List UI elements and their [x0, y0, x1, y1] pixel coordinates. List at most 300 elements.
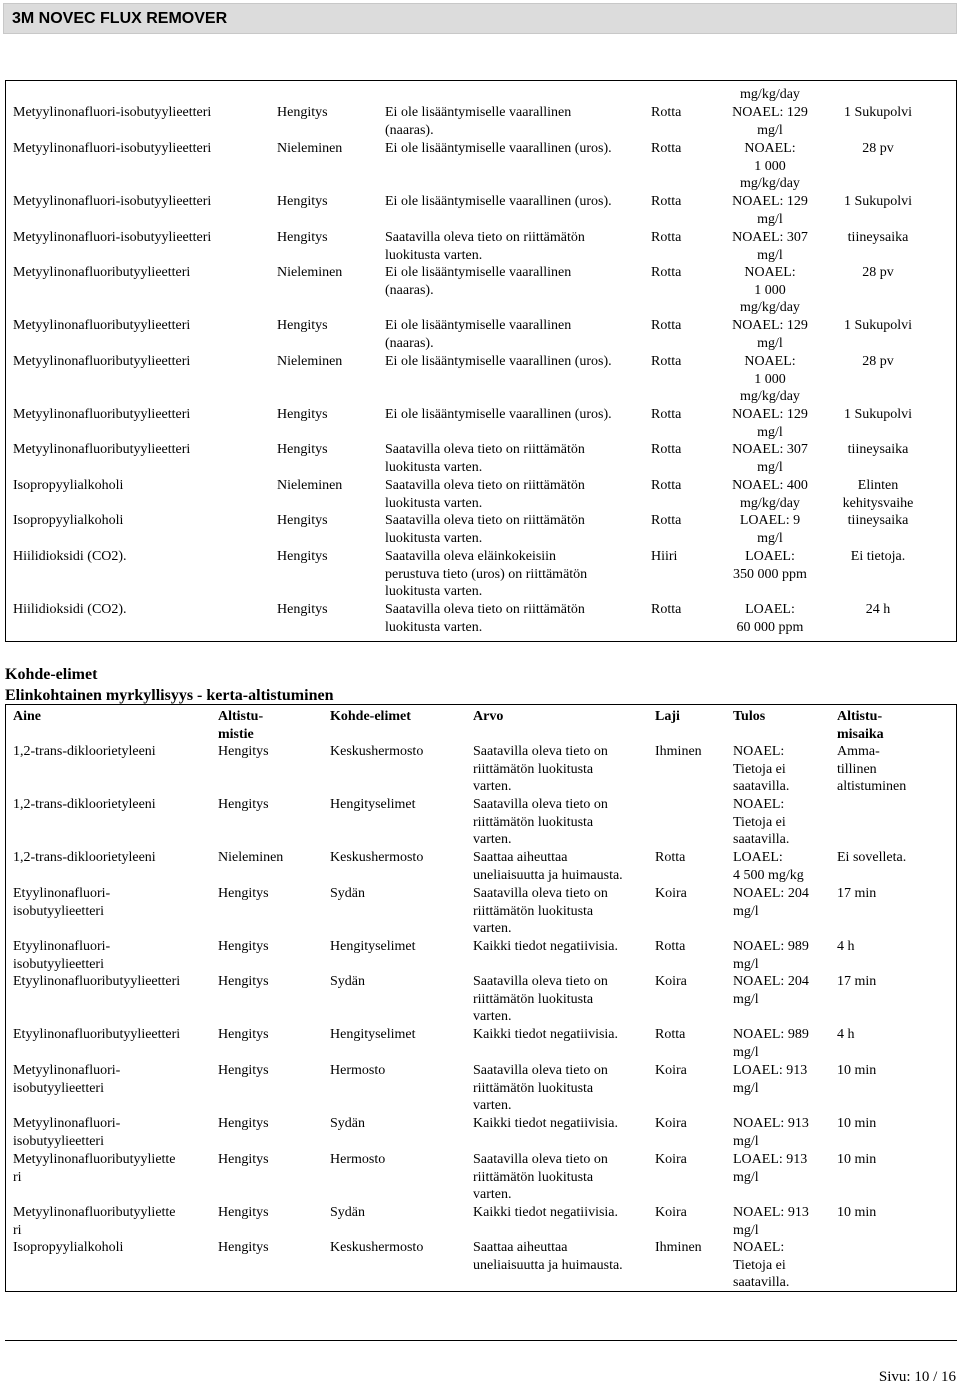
- result-cell: [720, 601, 820, 636]
- route-cell: Hengitys: [218, 886, 269, 901]
- result-cell-line: NOAEL: 913: [733, 1205, 809, 1220]
- duration-cell: [837, 938, 855, 956]
- result-cell-line: mg/l: [733, 903, 759, 919]
- route-cell: Hengitys: [218, 1152, 269, 1167]
- result-cell-line: saatavilla.: [733, 1275, 790, 1290]
- result-cell-line: NOAEL:: [733, 797, 785, 812]
- result-cell-line: Tietoja ei: [733, 761, 786, 777]
- value-cell-line: varten.: [473, 1009, 512, 1024]
- result-cell-line: mg/l: [757, 459, 783, 475]
- duration-cell-line: 28 pv: [862, 141, 894, 156]
- value-cell-line: Saatavilla oleva tieto on: [473, 1063, 608, 1078]
- value-cell-line: varten.: [473, 1098, 512, 1113]
- substance-cell: Metyylinonafluori-isobutyylieetteri: [13, 141, 212, 156]
- document-title: 3M NOVEC FLUX REMOVER: [12, 10, 228, 27]
- endpoint-cell-line: Ei ole lisääntymiselle vaarallinen: [385, 265, 572, 280]
- route-cell: Hengitys: [277, 602, 328, 617]
- result-cell-line: LOAEL:: [745, 602, 795, 617]
- duration-cell-line: 17 min: [837, 974, 877, 989]
- substance-cell: Metyylinonafluori-isobutyylieetteri: [13, 230, 212, 245]
- value-cell: [473, 1239, 623, 1274]
- species-cell: Rotta: [651, 478, 682, 493]
- result-cell: [733, 885, 809, 920]
- value-cell-line: riittämätön luokitusta: [473, 814, 594, 830]
- endpoint-cell: [385, 264, 571, 299]
- route-cell: Hengitys: [218, 1027, 269, 1042]
- target-organ-cell: Sydän: [330, 1116, 365, 1131]
- value-cell-line: riittämätön luokitusta: [473, 1080, 594, 1096]
- route-cell: Hengitys: [277, 549, 328, 564]
- result-cell-line: NOAEL:: [733, 1240, 785, 1255]
- substance-cell-line: Isopropyylialkoholi: [13, 1240, 124, 1255]
- result-cell-line: NOAEL: 129: [732, 105, 808, 120]
- value-cell-line: Kaikki tiedot negatiivisia.: [473, 1205, 619, 1220]
- header-duration-line: misaika: [837, 726, 884, 742]
- substance-cell-line: ri: [13, 1222, 22, 1238]
- duration-cell-line: Elinten: [857, 478, 899, 493]
- result-cell-line: mg/l: [757, 122, 783, 138]
- duration-cell: [834, 193, 922, 211]
- substance-cell-line: 1,2-trans-dikloorietyleeni: [13, 850, 156, 865]
- substance-cell: [13, 796, 156, 814]
- duration-cell: [834, 406, 922, 424]
- result-cell-line: LOAEL:: [733, 850, 783, 865]
- species-cell: Rotta: [651, 318, 682, 333]
- endpoint-cell-line: Ei ole lisääntymiselle vaarallinen (uros).: [385, 407, 612, 422]
- substance-cell: [13, 1239, 123, 1257]
- result-cell: [733, 1115, 809, 1150]
- result-cell-line: 60 000 ppm: [736, 619, 804, 635]
- duration-cell-line: Ei sovelleta.: [837, 850, 907, 865]
- result-cell: [720, 353, 820, 406]
- value-cell: [473, 1026, 618, 1044]
- duration-cell-line: 10 min: [837, 1152, 877, 1167]
- value-cell: [473, 938, 618, 956]
- substance-cell: Metyylinonafluoributyylieetteri: [13, 318, 191, 333]
- target-organ-cell: Sydän: [330, 886, 365, 901]
- subsection-title: Elinkohtainen myrkyllisyys - kerta-altistuminen: [5, 687, 334, 704]
- duration-cell: [837, 1151, 876, 1169]
- duration-cell-line: 4 h: [837, 939, 855, 954]
- endpoint-cell-line: Ei ole lisääntymiselle vaarallinen (uros).: [385, 141, 612, 156]
- value-cell: [473, 885, 608, 938]
- species-cell: Rotta: [651, 141, 682, 156]
- duration-cell: [834, 104, 922, 122]
- endpoint-cell: [385, 512, 585, 547]
- substance-cell-line: Metyylinonafluoributyyliette: [13, 1205, 176, 1220]
- species-cell: Rotta: [651, 513, 682, 528]
- value-cell-line: Saatavilla oleva tieto on: [473, 797, 608, 812]
- duration-cell: [834, 548, 922, 566]
- result-cell-line: NOAEL: 129: [732, 407, 808, 422]
- result-cell-line: mg/l: [733, 956, 759, 972]
- result-cell-line: LOAEL: 9: [739, 513, 801, 528]
- section-title: Kohde-elimet: [5, 666, 98, 683]
- endpoint-cell-line: luokitusta varten.: [385, 495, 483, 511]
- substance-cell: [13, 1115, 120, 1150]
- route-cell: Hengitys: [218, 797, 269, 812]
- route-cell: Hengitys: [277, 513, 328, 528]
- substance-cell: [13, 1151, 176, 1186]
- duration-cell-line: kehitysvaihe: [842, 495, 914, 511]
- footer-divider: [5, 1340, 957, 1341]
- result-cell-line: NOAEL: 989: [733, 939, 809, 954]
- route-cell: Nieleminen: [277, 141, 343, 156]
- species-cell: Koira: [655, 886, 687, 901]
- header-route-line: mistie: [218, 726, 254, 742]
- result-cell: [720, 264, 820, 317]
- substance-cell: [13, 1026, 180, 1044]
- value-cell: [473, 796, 608, 849]
- result-cell: [733, 1239, 789, 1292]
- result-cell: [720, 477, 820, 512]
- target-organ-cell: Keskushermosto: [330, 1240, 424, 1255]
- header-target-organs: [330, 708, 411, 726]
- result-cell-line: mg/l: [757, 247, 783, 263]
- value-cell-line: uneliaisuutta ja huimausta.: [473, 1257, 623, 1273]
- result-cell: [733, 743, 789, 796]
- value-cell-line: Saatavilla oleva tieto on: [473, 1152, 608, 1167]
- duration-cell-line: tiineysaika: [847, 230, 909, 245]
- header-result: [733, 708, 765, 726]
- substance-cell: Metyylinonafluori-isobutyylieetteri: [13, 194, 212, 209]
- header-value-line: Arvo: [473, 709, 504, 724]
- endpoint-cell: [385, 104, 571, 139]
- duration-cell: [837, 1115, 876, 1133]
- endpoint-cell-line: luokitusta varten.: [385, 530, 483, 546]
- substance-cell: Isopropyylialkoholi: [13, 513, 124, 528]
- result-cell: [733, 973, 809, 1008]
- substance-cell-line: Etyylinonafluoributyylieetteri: [13, 1027, 181, 1042]
- duration-cell-line: tillinen: [837, 761, 877, 777]
- result-cell-line: NOAEL: 204: [733, 886, 809, 901]
- duration-cell: [837, 1026, 855, 1044]
- value-cell-line: riittämätön luokitusta: [473, 761, 594, 777]
- substance-cell: [13, 849, 156, 867]
- header-result-line: Tulos: [733, 709, 766, 724]
- substance-cell-line: 1,2-trans-dikloorietyleeni: [13, 797, 156, 812]
- endpoint-cell: [385, 601, 585, 636]
- endpoint-cell-line: (naaras).: [385, 282, 434, 298]
- target-organ-cell: Sydän: [330, 974, 365, 989]
- result-cell: [733, 1026, 809, 1061]
- substance-cell: Hiilidioksidi (CO2).: [13, 549, 127, 564]
- result-cell-line: NOAEL: 129: [732, 318, 808, 333]
- duration-cell-line: 24 h: [865, 602, 891, 617]
- substance-cell-line: ri: [13, 1169, 22, 1185]
- result-cell: [720, 104, 820, 139]
- value-cell-line: riittämätön luokitusta: [473, 991, 594, 1007]
- endpoint-cell-line: luokitusta varten.: [385, 584, 483, 599]
- value-cell-line: uneliaisuutta ja huimausta.: [473, 867, 623, 883]
- endpoint-cell-line: luokitusta varten.: [385, 459, 483, 475]
- duration-cell: [834, 441, 922, 459]
- species-cell: Koira: [655, 974, 687, 989]
- value-cell-line: varten.: [473, 779, 512, 794]
- result-cell-line: saatavilla.: [733, 832, 790, 847]
- target-organ-cell: Keskushermosto: [330, 744, 424, 759]
- result-cell-line: mg/l: [733, 991, 759, 1007]
- header-target-organs-line: Kohde-elimet: [330, 709, 411, 724]
- duration-cell: [834, 601, 922, 619]
- route-cell: Hengitys: [218, 1116, 269, 1131]
- result-cell: [733, 796, 789, 849]
- endpoint-cell-line: luokitusta varten.: [385, 247, 483, 263]
- value-cell-line: riittämätön luokitusta: [473, 903, 594, 919]
- duration-cell-line: Amma-: [837, 744, 880, 759]
- substance-cell: Metyylinonafluori-isobutyylieetteri: [13, 105, 212, 120]
- result-cell-line: NOAEL:: [744, 354, 796, 369]
- target-organ-cell: Hermosto: [330, 1152, 386, 1167]
- endpoint-cell-line: (naaras).: [385, 335, 434, 351]
- value-cell-line: Saatavilla oleva tieto on: [473, 744, 608, 759]
- route-cell: Hengitys: [218, 939, 269, 954]
- duration-cell-line: 4 h: [837, 1027, 855, 1042]
- substance-cell-line: Etyylinonafluori-: [13, 886, 111, 901]
- substance-cell-line: isobutyylieetteri: [13, 956, 104, 972]
- substance-cell-line: Metyylinonafluoributyyliette: [13, 1152, 176, 1167]
- header-route: [218, 708, 263, 743]
- substance-cell: [13, 885, 110, 920]
- duration-cell: [834, 512, 922, 530]
- route-cell: Nieleminen: [277, 354, 343, 369]
- value-cell: [473, 849, 623, 884]
- value-cell-line: riittämätön luokitusta: [473, 1169, 594, 1185]
- endpoint-cell-line: Ei ole lisääntymiselle vaarallinen: [385, 318, 572, 333]
- result-cell-line: 4 500 mg/kg: [733, 867, 804, 883]
- result-cell: [720, 406, 820, 441]
- result-cell-line: mg/l: [733, 1044, 759, 1060]
- result-cell: [733, 1151, 807, 1186]
- duration-cell: [837, 849, 906, 867]
- result-cell-line: mg/kg/day: [740, 300, 800, 315]
- header-duration: [837, 708, 884, 743]
- result-cell-line: 1 000: [754, 371, 786, 387]
- route-cell: Nieleminen: [277, 265, 343, 280]
- duration-cell-line: 10 min: [837, 1205, 877, 1220]
- result-cell-line: mg/l: [733, 1222, 759, 1238]
- value-cell-line: Kaikki tiedot negatiivisia.: [473, 939, 619, 954]
- result-cell: [720, 140, 820, 193]
- route-cell: Hengitys: [218, 1063, 269, 1078]
- duration-cell-line: 1 Sukupolvi: [843, 407, 913, 422]
- substance-cell: Isopropyylialkoholi: [13, 478, 124, 493]
- result-cell: [720, 441, 820, 476]
- result-cell-line: mg/kg/day: [740, 389, 800, 404]
- endpoint-cell-line: Saatavilla oleva eläinkokeisiin: [385, 549, 557, 564]
- value-cell: [473, 743, 608, 796]
- substance-cell-line: Etyylinonafluoributyylieetteri: [13, 974, 181, 989]
- result-cell-line: NOAEL: 129: [732, 194, 808, 209]
- endpoint-cell: [385, 229, 585, 264]
- result-cell-line: NOAEL: 204: [733, 974, 809, 989]
- duration-cell-line: 1 Sukupolvi: [843, 105, 913, 120]
- species-cell: Koira: [655, 1063, 687, 1078]
- result-cell: [720, 317, 820, 352]
- result-cell: [733, 1062, 807, 1097]
- route-cell: Hengitys: [218, 1205, 269, 1220]
- route-cell: Hengitys: [277, 105, 328, 120]
- route-cell: Hengitys: [218, 744, 269, 759]
- endpoint-cell: [385, 441, 585, 476]
- endpoint-cell: [385, 353, 612, 371]
- substance-cell: Hiilidioksidi (CO2).: [13, 602, 127, 617]
- header-duration-line: Altistu-: [837, 709, 883, 724]
- route-cell: Hengitys: [277, 318, 328, 333]
- species-cell: Rotta: [651, 230, 682, 245]
- target-organ-cell: Hengityselimet: [330, 1027, 416, 1042]
- target-organ-cell: Hengityselimet: [330, 939, 416, 954]
- value-cell-line: varten.: [473, 1187, 512, 1202]
- header-route-line: Altistu-: [218, 709, 264, 724]
- result-cell-line: mg/kg/day: [740, 495, 800, 511]
- result-cell-line: NOAEL:: [744, 265, 796, 280]
- result-cell: [720, 229, 820, 264]
- result-cell-line: mg/kg/day: [740, 176, 800, 191]
- duration-cell-line: tiineysaika: [847, 513, 909, 528]
- duration-cell-line: 28 pv: [862, 265, 894, 280]
- result-cell: [720, 193, 820, 228]
- result-cell-line: LOAEL:: [745, 549, 795, 564]
- duration-cell-line: Ei tietoja.: [850, 549, 906, 564]
- substance-cell-line: isobutyylieetteri: [13, 903, 104, 919]
- duration-cell-line: 10 min: [837, 1116, 877, 1131]
- endpoint-cell-line: Saatavilla oleva tieto on riittämätön: [385, 478, 585, 493]
- duration-cell: [837, 885, 876, 903]
- result-cell-line: Tietoja ei: [733, 814, 786, 830]
- endpoint-cell-line: luokitusta varten.: [385, 619, 483, 635]
- duration-cell-line: altistuminen: [837, 779, 907, 794]
- result-cell-line: mg/l: [757, 530, 783, 546]
- endpoint-cell: [385, 140, 612, 158]
- endpoint-cell-line: Saatavilla oleva tieto on riittämätön: [385, 513, 585, 528]
- species-cell: Rotta: [655, 1027, 686, 1042]
- result-cell-line: NOAEL:: [744, 141, 796, 156]
- result-cell-line: 1 000: [754, 282, 786, 298]
- carry-over-unit: mg/kg/day: [740, 87, 800, 102]
- substance-cell-line: Metyylinonafluori-: [13, 1116, 121, 1131]
- endpoint-cell: [385, 406, 612, 424]
- endpoint-cell-line: perustuva tieto (uros) on riittämätön: [385, 566, 588, 582]
- duration-cell: [837, 1204, 876, 1222]
- substance-cell-line: 1,2-trans-dikloorietyleeni: [13, 744, 156, 759]
- species-cell: Rotta: [651, 105, 682, 120]
- result-cell-line: NOAEL: 913: [733, 1116, 809, 1131]
- value-cell: [473, 1151, 608, 1204]
- route-cell: Nieleminen: [218, 850, 284, 865]
- result-cell-line: mg/l: [733, 1133, 759, 1149]
- result-cell-line: saatavilla.: [733, 779, 790, 794]
- duration-cell-line: 28 pv: [862, 354, 894, 369]
- value-cell: [473, 973, 608, 1026]
- result-cell-line: mg/l: [757, 211, 783, 227]
- duration-cell: [834, 317, 922, 335]
- endpoint-cell: [385, 477, 585, 512]
- result-cell: [733, 849, 804, 884]
- species-cell: Rotta: [651, 194, 682, 209]
- species-cell: Rotta: [651, 602, 682, 617]
- species-cell: Rotta: [655, 939, 686, 954]
- value-cell-line: varten.: [473, 921, 512, 936]
- result-cell-line: NOAEL:: [733, 744, 785, 759]
- endpoint-cell-line: Saatavilla oleva tieto on riittämätön: [385, 230, 585, 245]
- species-cell: Rotta: [651, 407, 682, 422]
- duration-cell: [834, 140, 922, 158]
- species-cell: Koira: [655, 1152, 687, 1167]
- substance-cell-line: Metyylinonafluori-: [13, 1063, 121, 1078]
- result-cell: [733, 938, 809, 973]
- route-cell: Hengitys: [277, 230, 328, 245]
- substance-cell: Metyylinonafluoributyylieetteri: [13, 407, 191, 422]
- value-cell-line: Saattaa aiheuttaa: [473, 1240, 568, 1255]
- route-cell: Hengitys: [218, 1240, 269, 1255]
- route-cell: Hengitys: [218, 974, 269, 989]
- endpoint-cell-line: Ei ole lisääntymiselle vaarallinen (uros).: [385, 194, 612, 209]
- duration-cell-line: 1 Sukupolvi: [843, 318, 913, 333]
- value-cell-line: Saattaa aiheuttaa: [473, 850, 568, 865]
- route-cell: Nieleminen: [277, 478, 343, 493]
- header-species: [655, 708, 680, 726]
- target-organ-cell: Hengityselimet: [330, 797, 416, 812]
- duration-cell-line: 17 min: [837, 886, 877, 901]
- substance-cell: [13, 938, 110, 973]
- target-organ-cell: Sydän: [330, 1205, 365, 1220]
- substance-cell: Metyylinonafluoributyylieetteri: [13, 354, 191, 369]
- result-cell-line: NOAEL: 307: [732, 442, 808, 457]
- duration-cell-line: 1 Sukupolvi: [843, 194, 913, 209]
- target-organ-cell: Keskushermosto: [330, 850, 424, 865]
- route-cell: Hengitys: [277, 442, 328, 457]
- duration-cell: [837, 973, 876, 991]
- result-cell: [720, 548, 820, 583]
- result-cell-line: NOAEL: 307: [732, 230, 808, 245]
- result-cell-line: mg/l: [757, 424, 783, 440]
- route-cell: Hengitys: [277, 194, 328, 209]
- duration-cell: [834, 264, 922, 282]
- endpoint-cell: [385, 193, 612, 211]
- page-number: Sivu: 10 / 16: [878, 1369, 956, 1385]
- species-cell: Hiiri: [651, 549, 678, 564]
- duration-cell: [837, 743, 906, 796]
- value-cell-line: Kaikki tiedot negatiivisia.: [473, 1116, 619, 1131]
- result-cell-line: mg/l: [733, 1080, 759, 1096]
- value-cell: [473, 1204, 618, 1222]
- duration-cell: [834, 353, 922, 371]
- result-cell-line: mg/l: [733, 1169, 759, 1185]
- species-cell: Rotta: [651, 442, 682, 457]
- result-cell-line: 350 000 ppm: [733, 566, 807, 582]
- result-cell-line: NOAEL: 400: [732, 478, 808, 493]
- value-cell-line: Saatavilla oleva tieto on: [473, 974, 608, 989]
- species-cell: Rotta: [651, 265, 682, 280]
- species-cell: Koira: [655, 1116, 687, 1131]
- substance-cell: [13, 1204, 176, 1239]
- endpoint-cell-line: Saatavilla oleva tieto on riittämätön: [385, 602, 585, 617]
- substance-cell: Metyylinonafluoributyylieetteri: [13, 442, 191, 457]
- duration-cell: [837, 1062, 876, 1080]
- endpoint-cell: [385, 548, 587, 601]
- endpoint-cell-line: Saatavilla oleva tieto on riittämätön: [385, 442, 585, 457]
- value-cell-line: Saatavilla oleva tieto on: [473, 886, 608, 901]
- duration-cell-line: tiineysaika: [847, 442, 909, 457]
- result-cell-line: Tietoja ei: [733, 1257, 786, 1273]
- result-cell: [733, 1204, 809, 1239]
- result-cell-line: LOAEL: 913: [733, 1063, 808, 1078]
- document-header-bar: [3, 3, 957, 34]
- substance-cell-line: isobutyylieetteri: [13, 1080, 104, 1096]
- endpoint-cell-line: Ei ole lisääntymiselle vaarallinen: [385, 105, 572, 120]
- species-cell: Rotta: [651, 354, 682, 369]
